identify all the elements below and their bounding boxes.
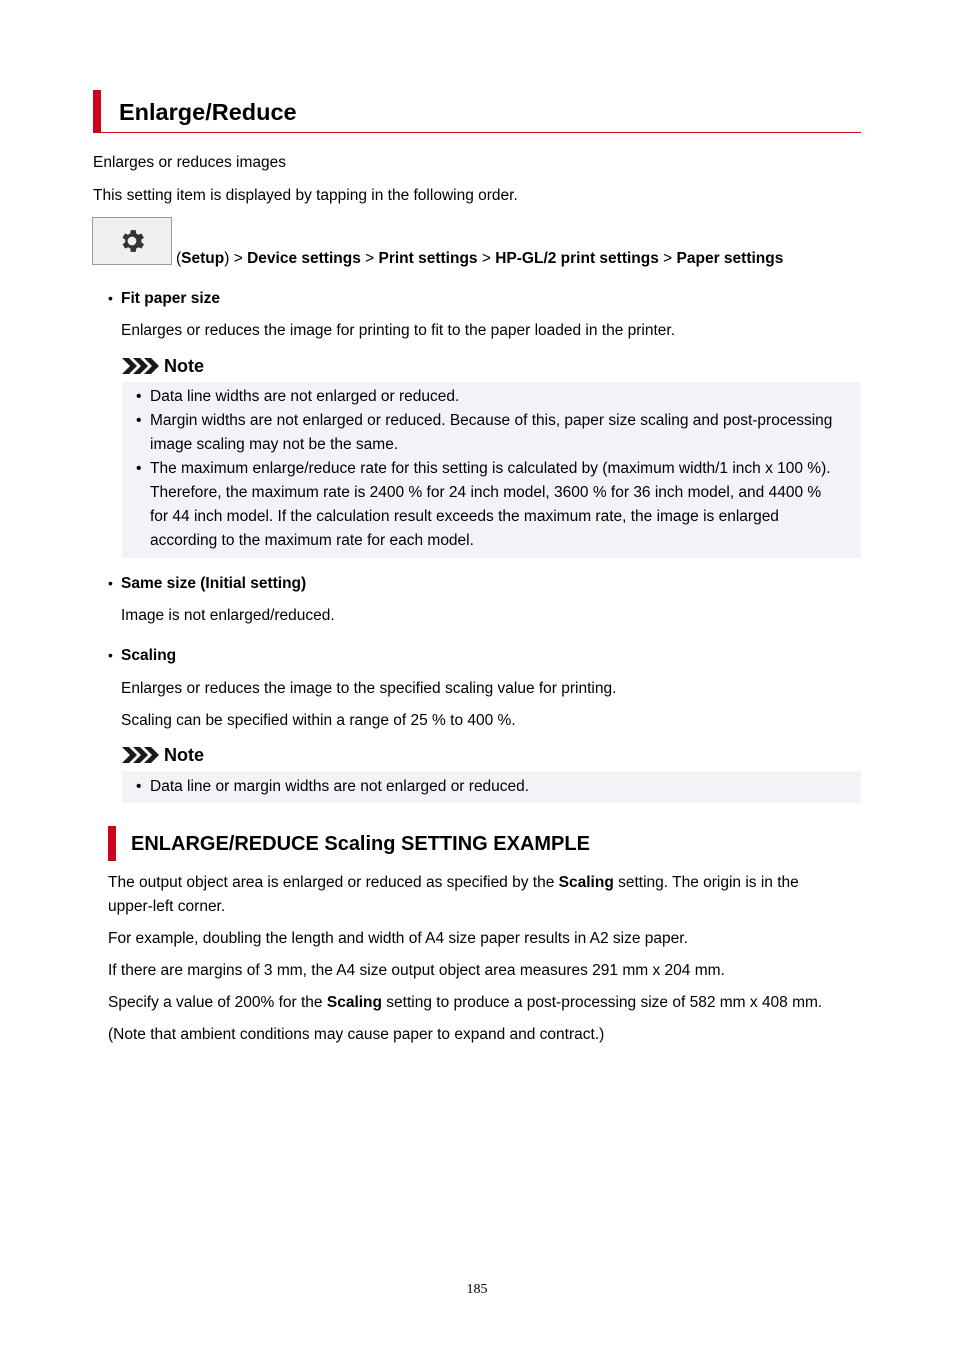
breadcrumb-paper-settings: Paper settings xyxy=(676,250,784,267)
gear-icon xyxy=(117,226,147,256)
bullet: • xyxy=(108,575,113,591)
section-title: ENLARGE/REDUCE Scaling SETTING EXAMPLE xyxy=(131,833,590,855)
example-paragraph xyxy=(108,992,822,1014)
item-title-fit-paper-size: Fit paper size xyxy=(121,290,221,307)
text-span: The output object area is enlarged or reduced as specified by the xyxy=(108,874,559,891)
intro-text: Enlarges or reduces images xyxy=(93,154,286,171)
note-heading xyxy=(122,355,322,377)
breadcrumb-separator: > xyxy=(365,250,375,267)
text-span: Specify a value of 200% for the xyxy=(108,994,327,1011)
note-text: image scaling may not be the same. xyxy=(150,436,399,453)
breadcrumb-print-settings: Print settings xyxy=(378,250,478,267)
text-bold: Scaling xyxy=(558,874,614,891)
bullet: • xyxy=(108,647,113,663)
breadcrumb-paren: ) xyxy=(224,250,230,267)
item-desc-fit-paper-size: Enlarges or reduces the image for printing to fit to the paper loaded in the printer. xyxy=(121,322,676,339)
note-text: Data line or margin widths are not enlarged or reduced. xyxy=(150,778,530,795)
note-title: Note xyxy=(164,356,204,376)
example-paragraph: (Note that ambient conditions may cause paper to expand and contract.) xyxy=(108,1026,605,1043)
text-span: setting to produce a post-processing size of 582 mm x 408 mm. xyxy=(382,994,823,1011)
bullet: • xyxy=(136,412,142,429)
note-box xyxy=(122,382,861,558)
note-text: Margin widths are not enlarged or reduced. Because of this, paper size scaling and post-processing xyxy=(150,412,833,429)
item-desc-same-size: Image is not enlarged/reduced. xyxy=(121,607,335,624)
note-text: Data line widths are not enlarged or reduced. xyxy=(150,388,460,405)
note-title: Note xyxy=(164,745,204,765)
item-desc-scaling: Enlarges or reduces the image to the specified scaling value for printing. xyxy=(121,680,617,697)
example-paragraph-cont: upper-left corner. xyxy=(108,898,226,915)
heading-accent-bar xyxy=(93,90,101,132)
example-paragraph xyxy=(108,872,799,894)
bullet: • xyxy=(136,388,142,405)
breadcrumb-hpgl-settings: HP-GL/2 print settings xyxy=(495,250,659,267)
note-text: Therefore, the maximum rate is 2400 % for 24 inch model, 3600 % for 36 inch model, and 4400 % xyxy=(150,484,822,501)
text-span: setting. The origin is in the xyxy=(613,874,799,891)
page-title: Enlarge/Reduce xyxy=(119,99,297,125)
note-heading xyxy=(122,744,322,766)
order-text: This setting item is displayed by tapping in the following order. xyxy=(93,187,518,204)
setup-button[interactable] xyxy=(92,217,172,265)
note-text: The maximum enlarge/reduce rate for this setting is calculated by (maximum width/1 inch x 100 %). xyxy=(150,460,831,477)
note-icon xyxy=(122,747,160,763)
note-text: according to the maximum rate for each model. xyxy=(150,532,474,549)
breadcrumb-separator: > xyxy=(233,250,243,267)
note-text: for 44 inch model. If the calculation result exceeds the maximum rate, the image is enlarged xyxy=(150,508,779,525)
note-box xyxy=(122,771,861,803)
note-icon xyxy=(122,358,160,374)
breadcrumb-separator: > xyxy=(663,250,673,267)
item-desc-scaling-range: Scaling can be specified within a range of 25 % to 400 %. xyxy=(121,712,516,729)
item-title-scaling: Scaling xyxy=(121,647,177,664)
page-number: 185 xyxy=(466,1282,488,1297)
page-heading xyxy=(93,90,861,133)
text-bold: Scaling xyxy=(326,994,382,1011)
item-title-same-size: Same size (Initial setting) xyxy=(121,575,307,592)
bullet: • xyxy=(136,778,142,795)
breadcrumb xyxy=(176,248,783,270)
breadcrumb-paren: ( xyxy=(176,250,182,267)
breadcrumb-setup: Setup xyxy=(181,250,225,267)
breadcrumb-device-settings: Device settings xyxy=(247,250,361,267)
bullet: • xyxy=(136,460,142,477)
breadcrumb-separator: > xyxy=(481,250,491,267)
example-paragraph: For example, doubling the length and width of A4 size paper results in A2 size paper. xyxy=(108,930,688,947)
bullet: • xyxy=(108,290,113,306)
section-accent-bar xyxy=(108,826,116,861)
example-paragraph: If there are margins of 3 mm, the A4 size output object area measures 291 mm x 204 mm. xyxy=(108,962,725,979)
